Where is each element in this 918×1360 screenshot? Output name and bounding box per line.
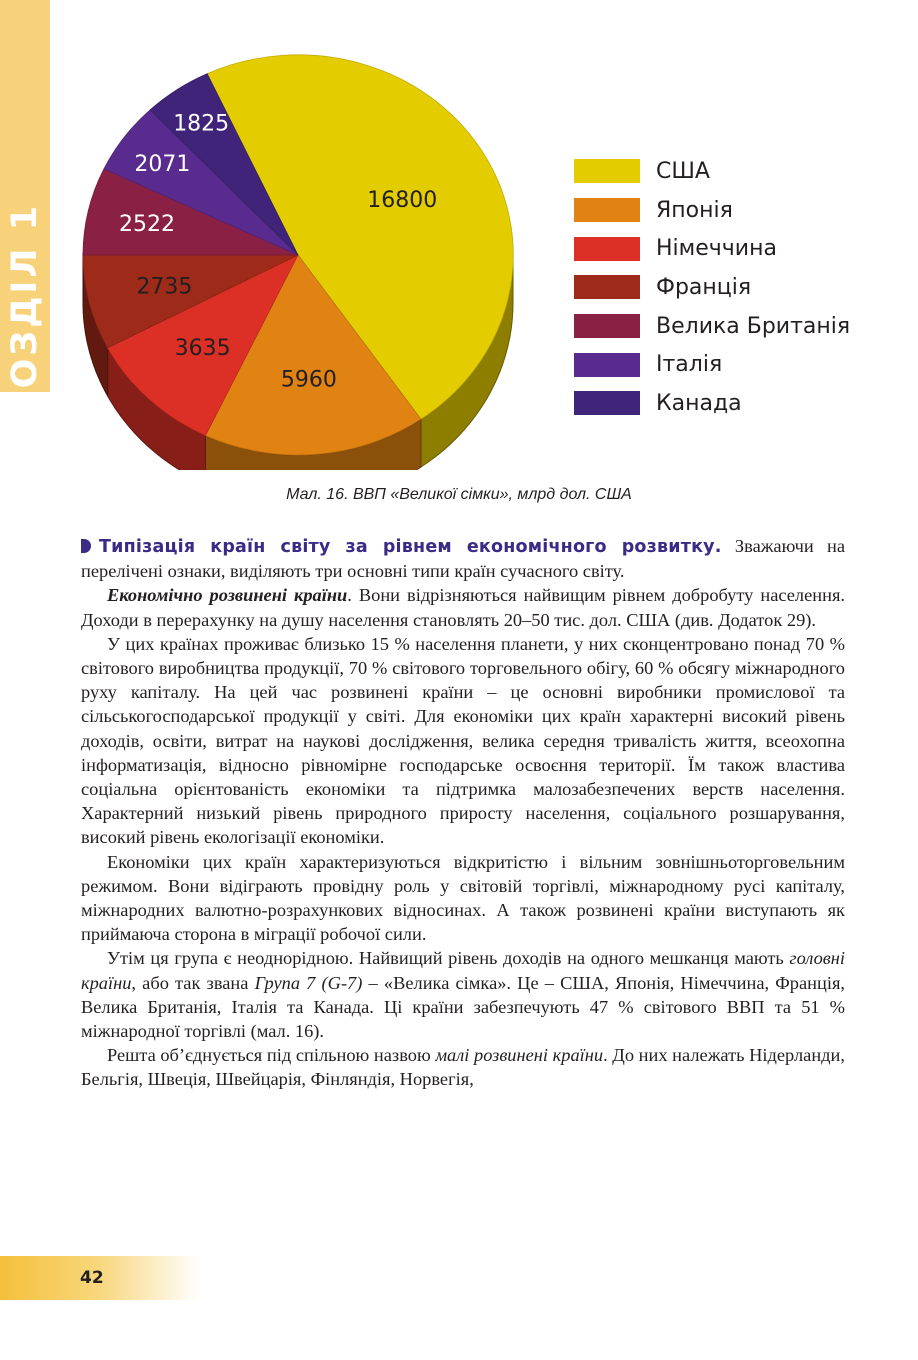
paragraph-text: Утім ця група є неоднорідною. Найвищий рівень доходів на одного мешканця мають (107, 948, 790, 969)
legend-swatch (574, 237, 640, 261)
value-label-3: 2735 (136, 274, 193, 300)
bullet-marker-icon (81, 539, 91, 553)
body-text (81, 534, 845, 1092)
paragraph-text: – «Велика сімка». Це – США, Японія, Німеччина, Франція, Велика Британія, Італія та Канада. Ці країни забезпечують 47 % світового ВВП та 51 % міжнародної торгівлі (мал. 16). (81, 972, 845, 1042)
paragraph-text: Решта об’єднується під спільною назвою (107, 1045, 436, 1066)
legend-label: Німеччина (656, 236, 777, 262)
value-label-5: 2071 (134, 152, 191, 178)
legend-label: Велика Британія (656, 313, 851, 339)
term-developed-countries: Економічно розвинені країни (107, 585, 348, 606)
legend-label: Канада (656, 390, 742, 416)
chart-legend (574, 152, 914, 423)
legend-item (574, 307, 914, 346)
legend-item (574, 384, 914, 423)
value-label-6: 1825 (173, 111, 230, 137)
legend-swatch (574, 198, 640, 222)
value-label-4: 2522 (119, 212, 175, 238)
paragraph-g7 (81, 946, 845, 1043)
legend-swatch (574, 391, 640, 415)
gdp-pie-chart (60, 0, 530, 470)
legend-item (574, 152, 914, 191)
legend-swatch (574, 275, 640, 299)
legend-label: Франція (656, 274, 752, 300)
term-g7: Група 7 (G-7) (254, 972, 363, 993)
paragraph-text: . Вони відрізняються найвищим рівнем добробуту населення. Доходи в перерахунку на душу населення становлять 20–50 тис. дол. США (див. Додаток 29). (81, 585, 846, 630)
paragraph-small-countries (81, 1043, 845, 1091)
paragraph-developed-countries (81, 583, 845, 631)
heading-rest: Зважаючи на перелічені ознаки, виділяють три основні типи країн сучасного світу. (81, 536, 846, 582)
legend-label: Італія (656, 352, 723, 378)
term-small-countries: малі розвинені країни (435, 1045, 604, 1066)
paragraph-openness: Економіки цих країн характеризуються відкритістю і вільним зовнішньоторговельним режимом. Вони відіграють провідну роль у світовій торгівлі, міжнародному русі капіталу, міжнародних валютно-розрахункових відносинах. А також розвинені країни виступають як приймаюча сторона в міграції робочої сили. (81, 851, 845, 945)
legend-item (574, 191, 914, 230)
heading-paragraph (81, 534, 845, 583)
legend-swatch (574, 314, 640, 338)
value-label-2: 3635 (174, 336, 231, 362)
legend-item (574, 345, 914, 384)
legend-label: Японія (656, 197, 733, 223)
page-number: 42 (80, 1268, 104, 1288)
paragraph-share: У цих країнах проживає близько 15 % населення планети, у них сконцентровано понад 70 % світового виробництва продукції, 70 % світового торговельного обігу, 60 % обсягу міжнародного руху капіталу. На цей час розвинені країни – це основні виробники промислової та сільськогосподарської продукції у світі. Для економіки цих країн характерні високий рівень доходів, освіти, витрат на наукові дослідження, велика середня тривалість життя, всеохопна інформатизація, відносно рівномірне господарське освоєння території. Їм також властива соціальна орієнтованість економіки та підтримка малозабезпечених верств населення. Характерний низький рівень природного приросту населення, соціального розшарування, високий рівень екологізації економіки. (81, 633, 845, 848)
value-label-0: 16800 (367, 188, 438, 214)
legend-item (574, 268, 914, 307)
legend-item (574, 229, 914, 268)
legend-swatch (574, 353, 640, 377)
figure-caption: Мал. 16. ВВП «Великої сімки», млрд дол. США (286, 486, 632, 503)
term-main-countries: головні країни (81, 948, 845, 993)
paragraph-text: . До них належать Нідерланди, Бельгія, Швеція, Швейцарія, Фінляндія, Норвегія, (81, 1045, 845, 1090)
paragraph-text: , або так звана (131, 972, 255, 993)
value-label-1: 5960 (280, 367, 337, 393)
section-heading: Типізація країн світу за рівнем економічного розвитку. (99, 537, 722, 557)
pie-chart-svg (60, 0, 530, 470)
legend-swatch (574, 159, 640, 183)
section-title: РОЗДІЛ 1 (5, 202, 46, 418)
pie-slices (83, 55, 513, 455)
legend-label: США (656, 158, 710, 184)
